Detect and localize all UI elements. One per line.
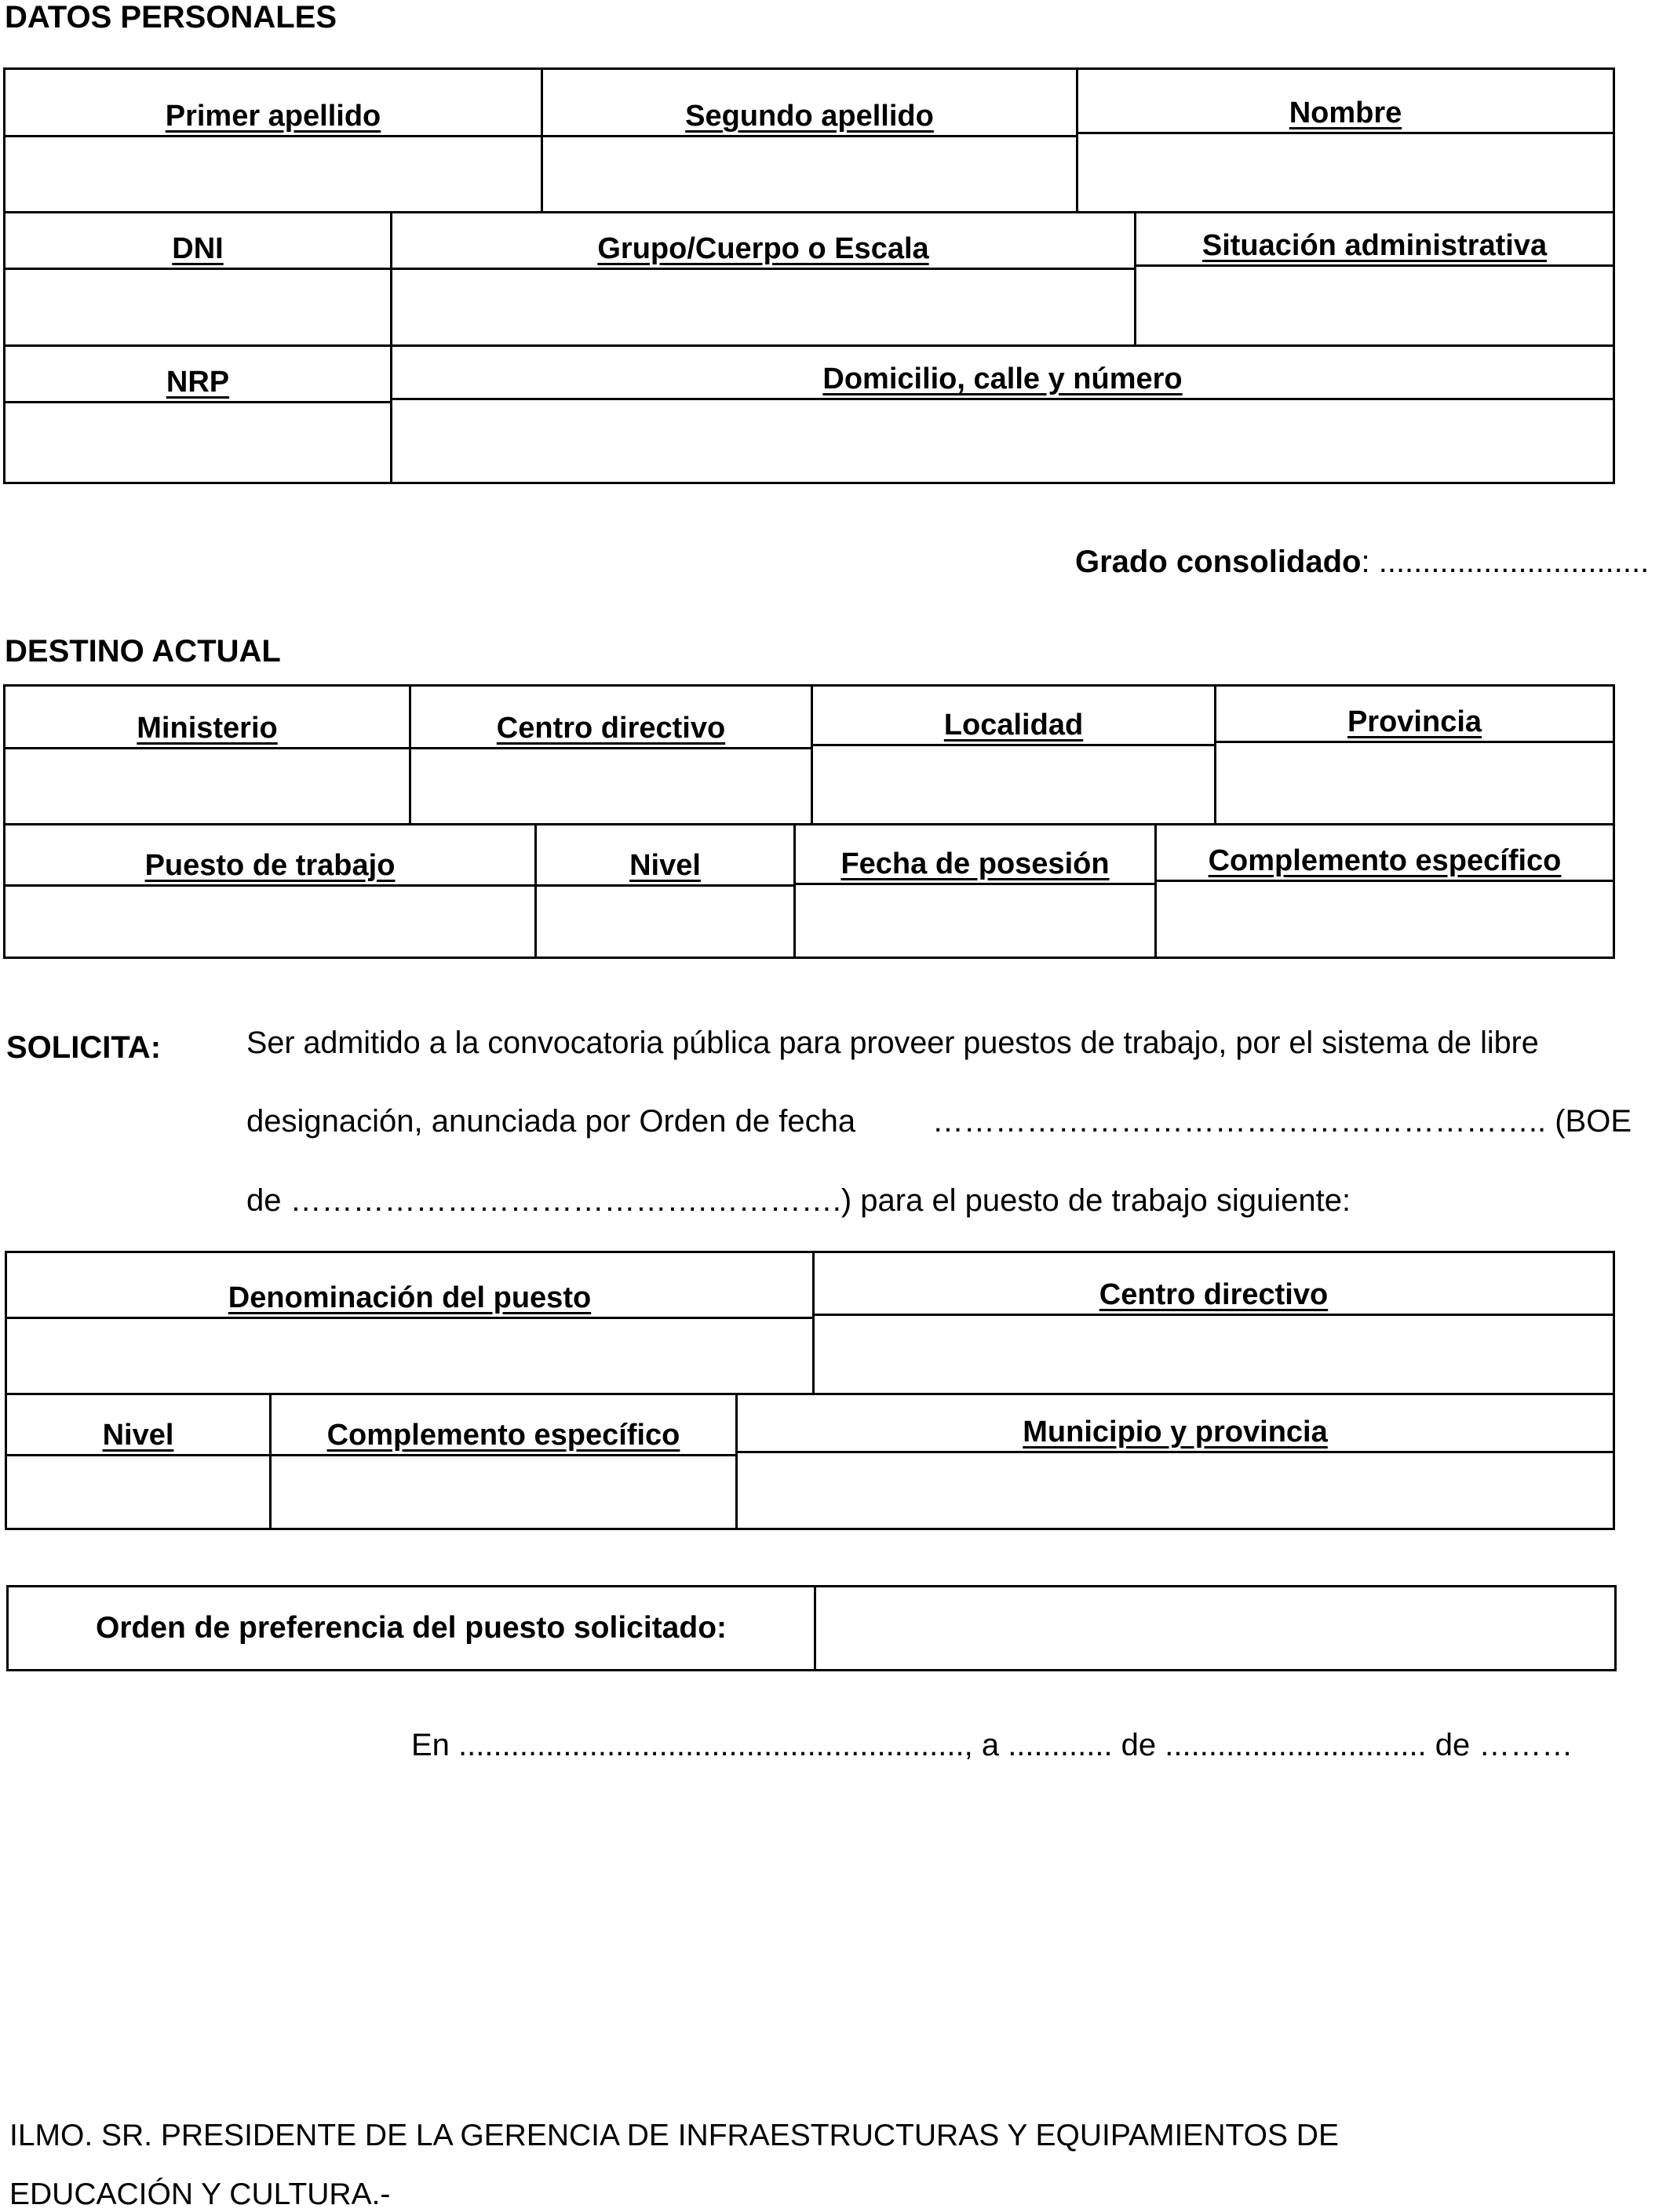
situacion-label: Situación administrativa (1201, 229, 1548, 262)
solicita-line-2 (246, 1104, 1632, 1139)
puesto-trabajo-cell (5, 825, 534, 957)
complemento-cell (1154, 825, 1613, 957)
segundo-apellido-label: Segundo apellido (685, 100, 934, 133)
orden-preferencia-label: Orden de preferencia del puesto solicitado: (95, 1611, 727, 1645)
puesto-row-1 (7, 1253, 1613, 1393)
section-title-datos-personales: DATOS PERSONALES (5, 0, 337, 35)
nrp-cell (5, 347, 390, 482)
fecha-posesion-label: Fecha de posesión (840, 847, 1110, 880)
destino-row-2 (5, 823, 1613, 957)
destinatario-line-1: ILMO. SR. PRESIDENTE DE LA GERENCIA DE INFRAESTRUCTURAS Y EQUIPAMIENTOS DE (9, 2119, 1339, 2152)
dni-label: DNI (172, 232, 224, 265)
segundo-apellido-field[interactable] (543, 137, 1076, 211)
personal-data-table (3, 67, 1615, 484)
nivel-cell (534, 825, 793, 957)
fecha-posesion-cell (793, 825, 1154, 957)
primer-apellido-cell (5, 70, 541, 211)
orden-preferencia-label-cell (9, 1587, 814, 1669)
grupo-label: Grupo/Cuerpo o Escala (597, 232, 929, 265)
ministerio-cell (5, 687, 409, 823)
puesto-complemento-label: Complemento específico (326, 1419, 680, 1452)
nrp-label: NRP (166, 366, 230, 399)
domicilio-cell (390, 347, 1613, 482)
municipio-cell (735, 1395, 1613, 1528)
destino-actual-table (3, 684, 1615, 959)
solicita-label: SOLICITA: (6, 1030, 162, 1065)
nombre-label: Nombre (1289, 97, 1402, 129)
primer-apellido-field[interactable] (5, 137, 541, 211)
centro-directivo-cell (409, 687, 811, 823)
puesto-trabajo-label: Puesto de trabajo (144, 849, 396, 882)
localidad-cell (811, 687, 1214, 823)
puesto-nivel-label: Nivel (102, 1419, 174, 1452)
orden-fecha-field[interactable]: ………………………………………………….. (BOE (932, 1104, 1632, 1139)
grado-consolidado-label: Grado consolidado (1075, 545, 1362, 579)
destinatario-line-2: EDUCACIÓN Y CULTURA.- (9, 2177, 391, 2211)
puesto-centro-label: Centro directivo (1099, 1278, 1329, 1311)
provincia-cell (1214, 687, 1613, 823)
personal-row-dni (5, 211, 1613, 344)
orden-preferencia-field[interactable] (814, 1587, 1614, 1669)
primer-apellido-label: Primer apellido (165, 100, 381, 133)
solicita-line-1: Ser admitido a la convocatoria pública para proveer puestos de trabajo, por el sistema de libre (246, 1026, 1539, 1060)
dni-cell (5, 213, 390, 344)
lugar-fecha-line[interactable]: En .........................................................., a ............ de .............................. de ……… (411, 1728, 1573, 1762)
grado-consolidado-field[interactable]: : ............................... (1361, 545, 1650, 579)
solicita-line-2-text: designación, anunciada por Orden de fecha (246, 1104, 856, 1139)
nombre-cell (1076, 70, 1613, 211)
puesto-solicitado-table (5, 1251, 1615, 1530)
nombre-field[interactable] (1078, 134, 1613, 211)
complemento-label: Complemento específico (1208, 844, 1562, 877)
domicilio-label: Domicilio, calle y número (822, 363, 1183, 395)
personal-row-nrp (5, 344, 1613, 482)
puesto-centro-cell (812, 1253, 1613, 1393)
section-title-destino-actual: DESTINO ACTUAL (5, 634, 281, 669)
ministerio-label: Ministerio (137, 712, 278, 745)
situacion-cell (1134, 213, 1613, 344)
destino-row-1 (5, 687, 1613, 823)
denominacion-label: Denominación del puesto (228, 1281, 592, 1314)
puesto-row-2 (7, 1393, 1613, 1528)
centro-directivo-label: Centro directivo (496, 712, 726, 745)
grado-consolidado-line (1075, 545, 1649, 580)
grupo-cell (390, 213, 1134, 344)
puesto-complemento-cell (269, 1395, 735, 1528)
nivel-label: Nivel (629, 849, 701, 882)
orden-preferencia-box (6, 1585, 1617, 1671)
puesto-nivel-cell (7, 1395, 269, 1528)
denominacion-cell (7, 1253, 812, 1393)
segundo-apellido-cell (541, 70, 1076, 211)
provincia-label: Provincia (1347, 705, 1482, 738)
municipio-label: Municipio y provincia (1023, 1416, 1328, 1449)
solicita-line-3: de ………………………………….………….) para el puesto de trabajo siguiente: (246, 1183, 1351, 1218)
localidad-label: Localidad (943, 709, 1084, 742)
personal-row-names (5, 70, 1613, 211)
